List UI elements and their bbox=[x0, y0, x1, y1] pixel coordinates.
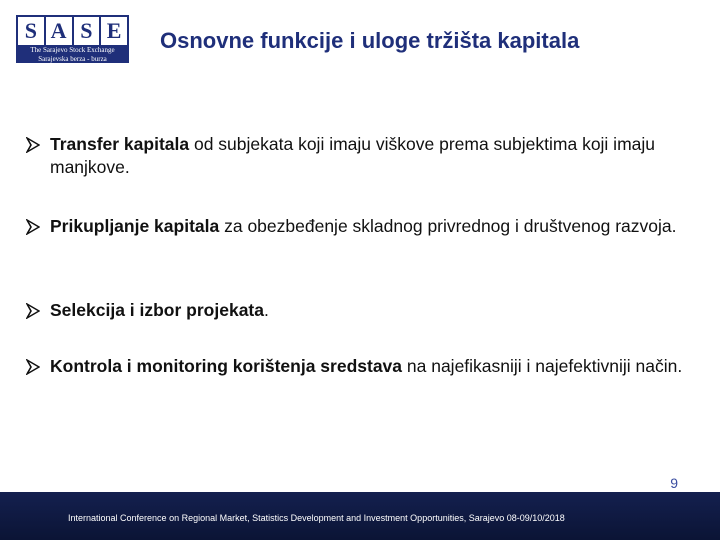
bullet-text: od subjekata koji imaju viškove prema subjektima koji imaju manjkove. bbox=[50, 134, 656, 177]
bullet-bold-text: Transfer kapitala bbox=[50, 134, 190, 154]
arrowhead-bullet-icon bbox=[26, 303, 40, 319]
arrowhead-bullet-icon bbox=[26, 219, 40, 235]
arrowhead-bullet-icon bbox=[26, 359, 40, 375]
bullet-item bbox=[26, 133, 696, 179]
bullet-text: za obezbeđenje skladnog privrednog i društvenog razvoja. bbox=[219, 216, 677, 236]
logo-letter: S bbox=[18, 17, 44, 45]
bullet-bold-text: Selekcija i izbor projekata bbox=[50, 300, 264, 320]
logo-subtitle-line1: The Sarajevo Stock Exchange bbox=[30, 46, 115, 54]
page-number: 9 bbox=[670, 475, 678, 491]
sase-logo bbox=[16, 15, 129, 63]
bullet-item bbox=[26, 299, 696, 322]
logo-letters bbox=[18, 17, 127, 45]
bullet-item bbox=[26, 215, 696, 238]
slide-title: Osnovne funkcije i uloge tržišta kapitala bbox=[160, 28, 580, 53]
logo-letter: S bbox=[74, 17, 100, 45]
logo-letter: E bbox=[101, 17, 127, 45]
logo-subtitle-line2: Sarajevska berza - burza bbox=[38, 55, 107, 63]
bullet-text: . bbox=[263, 300, 269, 320]
bullet-item bbox=[26, 355, 696, 378]
bullet-bold-text: Kontrola i monitoring korištenja sredstava bbox=[50, 356, 403, 376]
arrowhead-bullet-icon bbox=[26, 137, 40, 153]
bullet-bold-text: Prikupljanje kapitala bbox=[50, 216, 220, 236]
bullet-text: na najefikasniji i najefektivniji način. bbox=[402, 356, 683, 376]
footer-text: International Conference on Regional Market, Statistics Development and Investment Opportunities, Sarajevo 08-09/10/2018 bbox=[68, 513, 565, 523]
logo-letter: A bbox=[46, 17, 72, 45]
